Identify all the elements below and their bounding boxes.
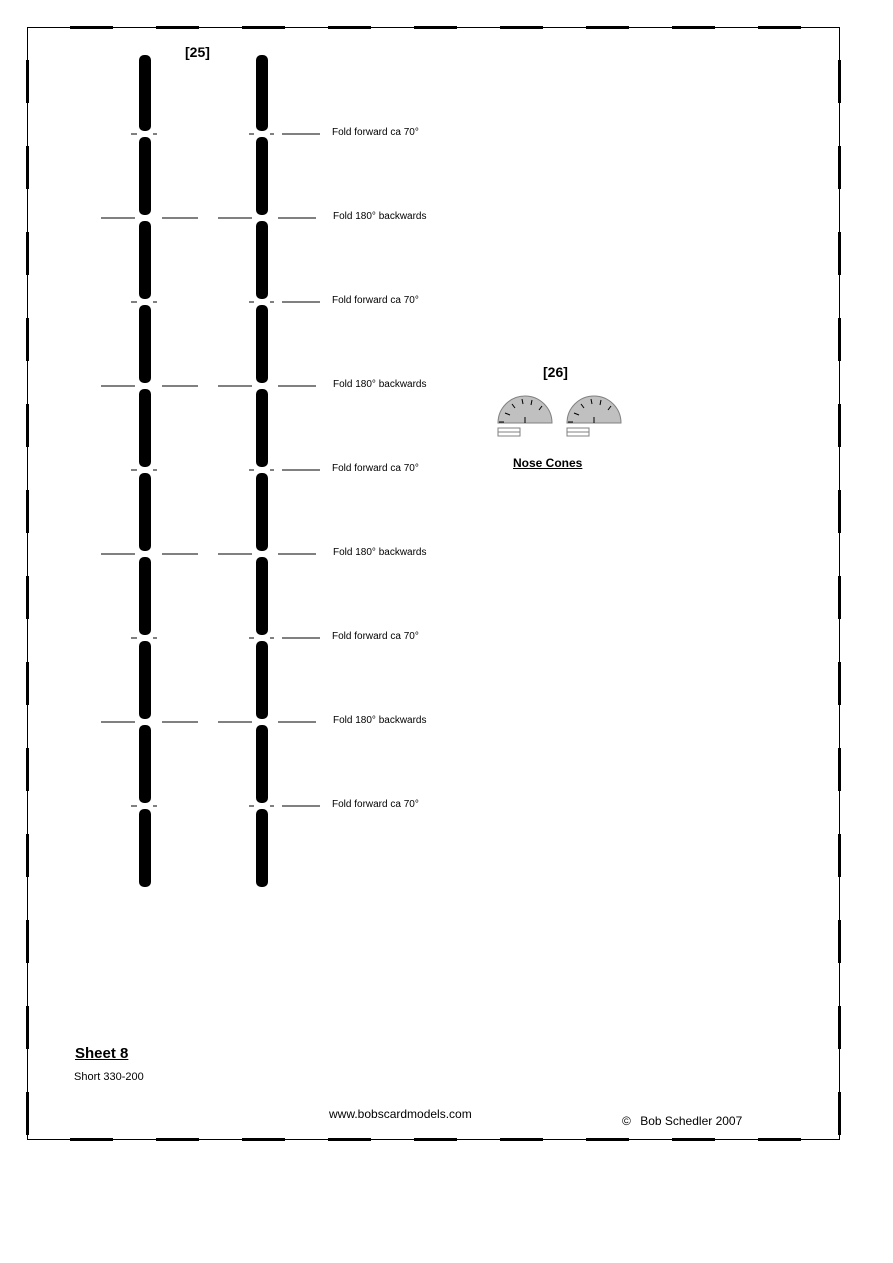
nose-cone-right xyxy=(567,396,621,436)
nose-cone-left xyxy=(498,396,552,436)
fold-label: Fold forward ca 70° xyxy=(332,127,419,138)
part-25-strip-right xyxy=(256,55,268,887)
nose-cones-title: Nose Cones xyxy=(513,456,583,470)
part-25-strip-left xyxy=(139,55,151,887)
sheet-title: Sheet 8 xyxy=(75,1045,129,1062)
fold-label: Fold forward ca 70° xyxy=(332,463,419,474)
fold-label: Fold 180° backwards xyxy=(333,379,427,390)
copyright-line xyxy=(622,1114,742,1128)
part-25-fold-lines xyxy=(101,134,320,806)
copyright-symbol: © xyxy=(622,1114,631,1128)
fold-label: Fold forward ca 70° xyxy=(332,295,419,306)
part-26-number: [26] xyxy=(543,364,568,380)
fold-label: Fold 180° backwards xyxy=(333,547,427,558)
part-25-number: [25] xyxy=(185,44,210,60)
fold-label: Fold 180° backwards xyxy=(333,715,427,726)
fold-label: Fold 180° backwards xyxy=(333,211,427,222)
copyright-text: Bob Schedler 2007 xyxy=(640,1114,743,1128)
fold-label: Fold forward ca 70° xyxy=(332,631,419,642)
sheet-subtitle: Short 330-200 xyxy=(74,1071,144,1083)
website-url[interactable]: www.bobscardmodels.com xyxy=(329,1107,472,1121)
fold-label: Fold forward ca 70° xyxy=(332,799,419,810)
